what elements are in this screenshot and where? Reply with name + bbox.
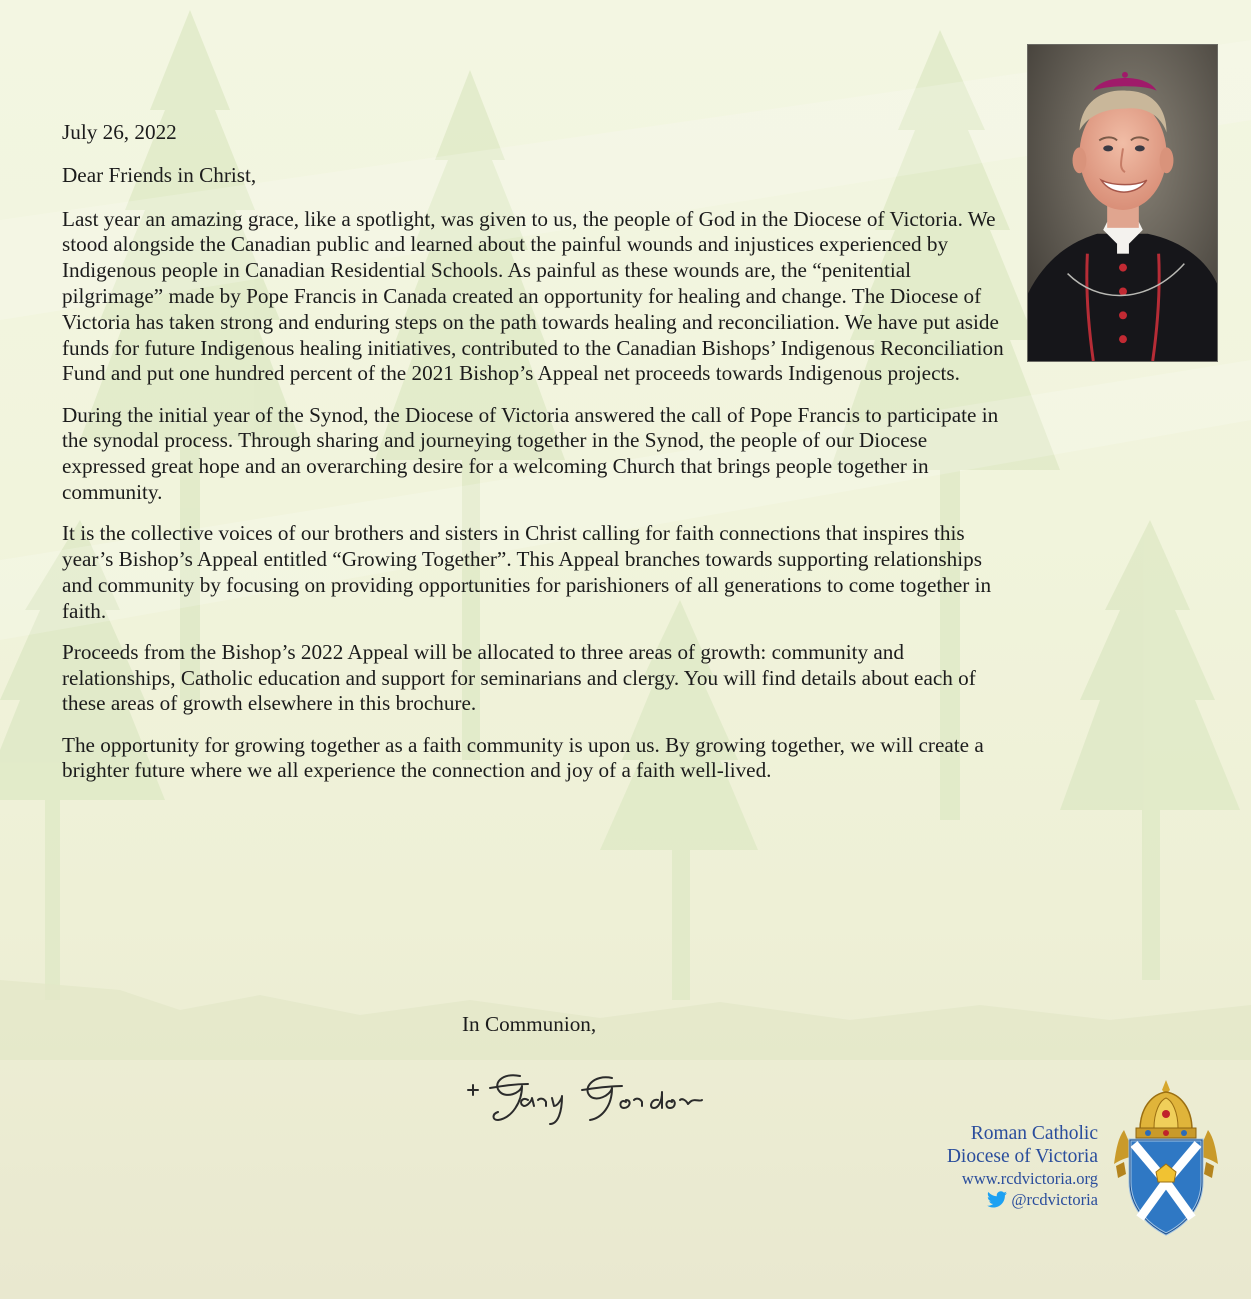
diocese-contact [947,1122,1098,1213]
signature-image [462,1062,712,1132]
org-name-line2: Diocese of Victoria [946,1146,1098,1167]
letter-paragraph: It is the collective voices of our brothers and sisters in Christ calling for faith connections that inspires this year’s Bishop’s Appeal entitled “Growing Together”. This Appeal branches towards supporting relationships and community by focusing on providing opportunities for parishioners of all generations to come together in faith. [62,521,992,623]
letter-closing: In Communion, [462,1012,597,1036]
diocese-crest-logo [1110,1078,1222,1240]
twitter-row[interactable] [987,1189,1098,1210]
org-name-line1: Roman Catholic [970,1123,1098,1144]
letter-paragraph: Proceeds from the Bishop’s 2022 Appeal will be allocated to three areas of growth: community and relationships, Catholic education and support for seminarians and clergy. You will find details about each of these areas of growth elsewhere in this brochure. [62,639,976,716]
letter-paragraph: The opportunity for growing together as a faith community is upon us. By growing together, we will create a brighter future where we all experience the connection and joy of a faith well-lived. [62,732,984,783]
letter-paragraph: Last year an amazing grace, like a spotlight, was given to us, the people of God in the Diocese of Victoria. We stood alongside the Canadian public and learned about the painful wounds and injustices experienced by Indigenous people in Canadian Residential Schools. As painful as these wounds are, the “penitential pilgrimage” made by Pope Francis in Canada created an opportunity for healing and change. The Diocese of Victoria has taken strong and enduring steps on the path towards healing and reconciliation. We have put aside funds for future Indigenous healing initiatives, contributed to the Canadian Bishops’ Indigenous Reconciliation Fund and put one hundred percent of the 2021 Bishop’s Appeal net proceeds towards Indigenous projects. [62,206,1004,386]
letter-greeting: Dear Friends in Christ, [62,162,257,187]
letter-paragraph: During the initial year of the Synod, the Diocese of Victoria answered the call of Pope Francis to participate in the synodal process. Through sharing and journeying together in the Synod, the people of our Diocese expressed great hope and an overarching desire for a welcoming Church that brings people together in community. [62,402,999,504]
letter-body [62,120,1007,799]
bishop-portrait [1027,44,1218,362]
twitter-bird-icon [987,1191,1007,1208]
twitter-handle: @rcdvictoria [1011,1190,1098,1209]
letter-date: July 26, 2022 [62,120,177,144]
website-link[interactable]: www.rcdvictoria.org [961,1169,1098,1188]
